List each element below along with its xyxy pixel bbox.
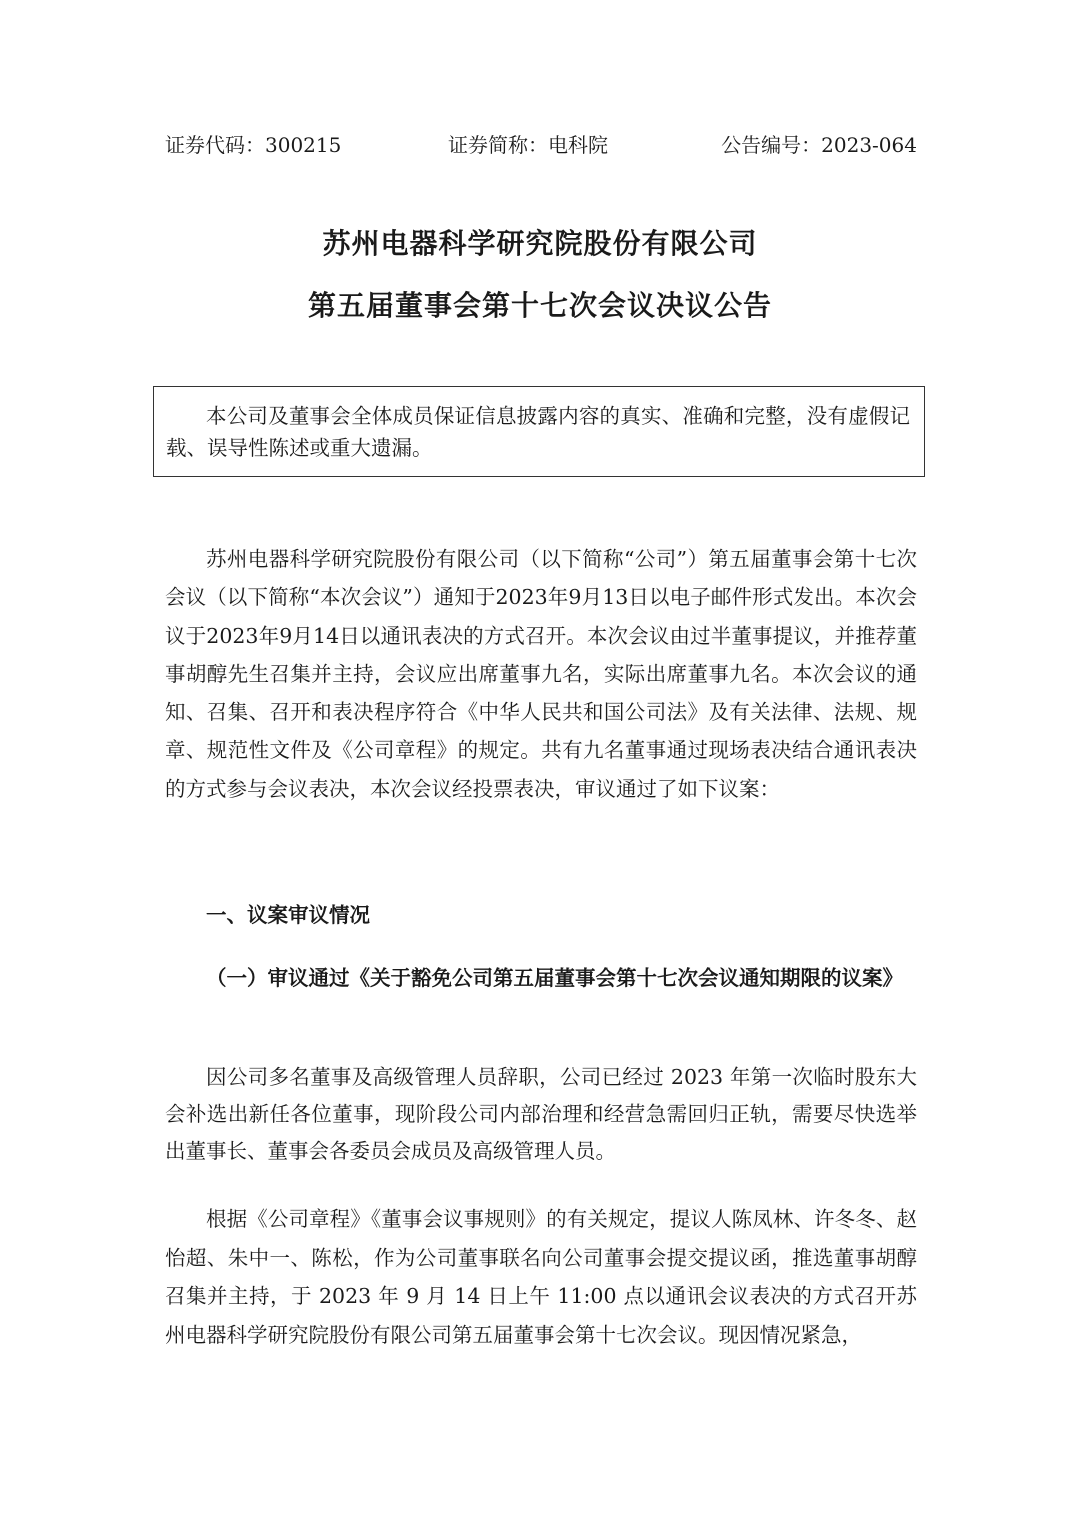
stock-short-name: 证券简称：电科院 [448, 133, 608, 157]
disclosure-notice-box [153, 386, 925, 477]
body-paragraph-1: 因公司多名董事及高级管理人员辞职，公司已经过 2023 年第一次临时股东大会补选出新任各位董事，现阶段公司内部治理和经营急需回归正轨，需要尽快选举出董事长、董事会各委员会成员及高级管理人员。 [165, 1065, 917, 1163]
disclosure-notice-text: 本公司及董事会全体成员保证信息披露内容的真实、准确和完整，没有虚假记载、误导性陈述或重大遗漏。 [166, 404, 910, 460]
subsection-heading: （一）审议通过《关于豁免公司第五届董事会第十七次会议通知期限的议案》 [206, 966, 903, 990]
section-heading: 一、议案审议情况 [206, 903, 370, 927]
stock-code: 证券代码：300215 [165, 133, 342, 157]
announcement-number: 公告编号：2023-064 [721, 133, 917, 157]
intro-paragraph: 苏州电器科学研究院股份有限公司（以下简称“公司”）第五届董事会第十七次会议（以下简称“本次会议”）通知于2023年9月13日以电子邮件形式发出。本次会议于2023年9月14日以通讯表决的方式召开。本次会议由过半董事提议，并推荐董事胡醇先生召集并主持，会议应出席董事九名，实际出席董事九名。本次会议的通知、召集、召开和表决程序符合《中华人民共和国公司法》及有关法律、法规、规章、规范性文件及《公司章程》的规定。共有九名董事通过现场表决结合通讯表决的方式参与会议表决，本次会议经投票表决，审议通过了如下议案： [165, 547, 917, 801]
announcement-header [165, 128, 917, 162]
body-paragraph-2: 根据《公司章程》《董事会议事规则》的有关规定，提议人陈凤林、许冬冬、赵怡超、朱中一、陈松，作为公司董事联名向公司董事会提交提议函，推选董事胡醇召集并主持，于 2023 年 9 月 14 日上午 11:00 点以通讯会议表决的方式召开苏州电器科学研究院股份有限公司第五届董事会第十七次会议。现因情况紧急， [165, 1207, 917, 1347]
announcement-title: 第五届董事会第十七次会议决议公告 [307, 289, 772, 322]
company-title: 苏州电器科学研究院股份有限公司 [322, 227, 758, 260]
